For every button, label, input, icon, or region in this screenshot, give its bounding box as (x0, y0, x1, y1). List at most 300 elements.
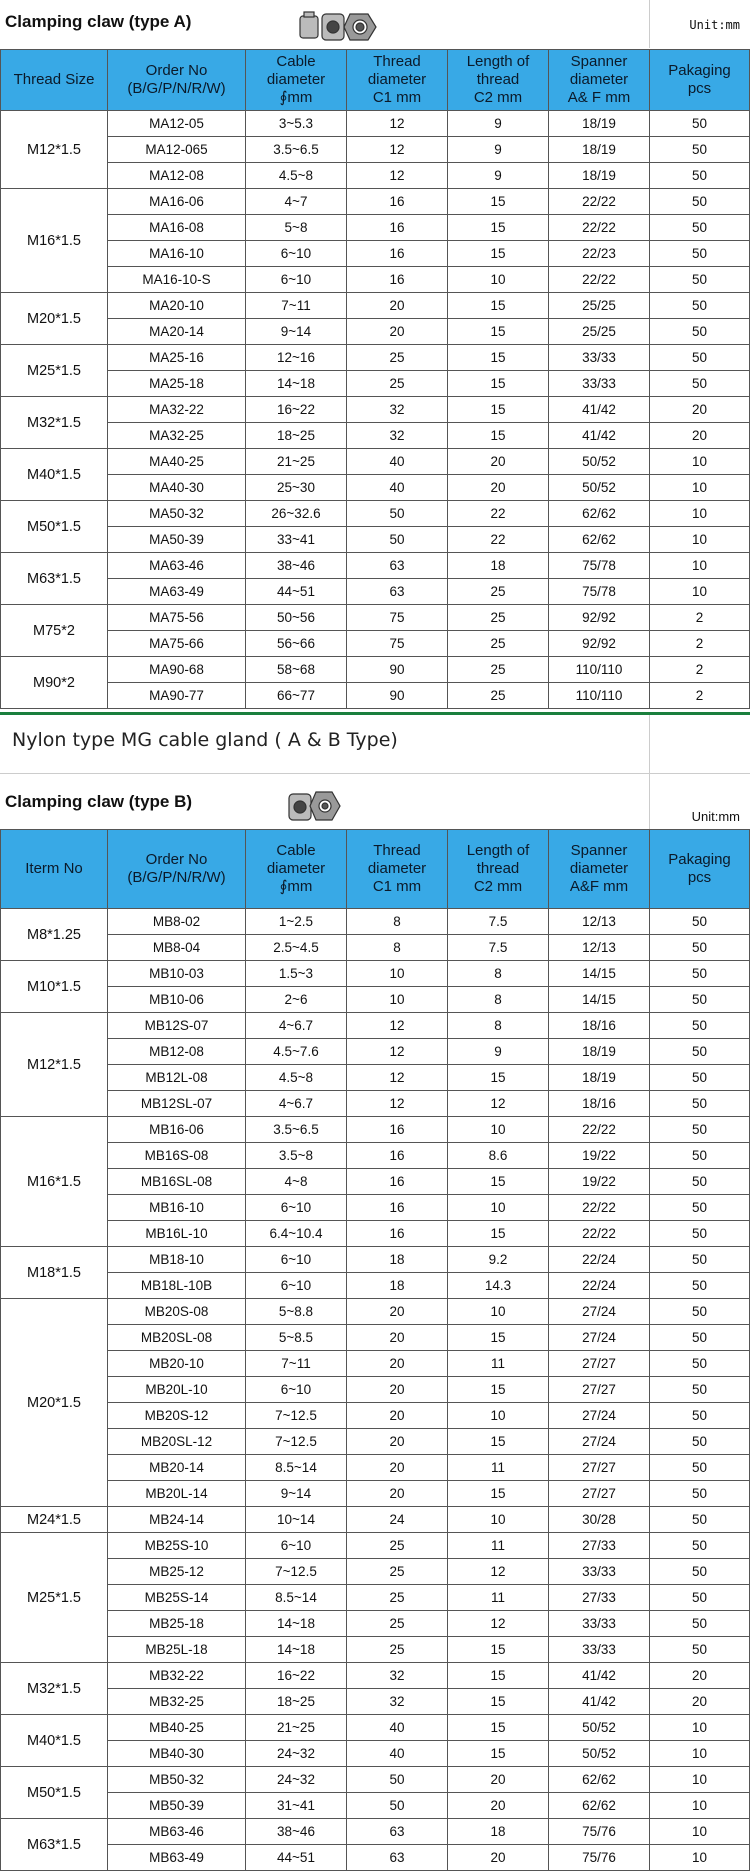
header-line: C2 mm (473, 89, 523, 106)
cable-diameter-cell: 1~2.5 (246, 909, 347, 935)
packaging-cell: 50 (650, 1169, 750, 1195)
table-row (1, 579, 750, 605)
cable-diameter-cell: 44~51 (246, 579, 347, 605)
header-spanner-diameter (549, 830, 650, 909)
packaging-cell: 10 (650, 1793, 750, 1819)
packaging-cell: 50 (650, 1325, 750, 1351)
thread-diameter-cell: 25 (347, 345, 448, 371)
order-no-cell: MB50-32 (108, 1767, 246, 1793)
thread-diameter-cell: 20 (347, 1403, 448, 1429)
cable-diameter-cell: 7~11 (246, 1351, 347, 1377)
spanner-diameter-cell: 27/27 (549, 1377, 650, 1403)
packaging-cell: 10 (650, 527, 750, 553)
spanner-diameter-cell: 30/28 (549, 1507, 650, 1533)
packaging-cell: 10 (650, 449, 750, 475)
thread-length-cell: 10 (448, 1507, 549, 1533)
table-row (1, 1143, 750, 1169)
thread-length-cell: 7.5 (448, 935, 549, 961)
thread-length-cell: 14.3 (448, 1273, 549, 1299)
order-no-cell: MA12-065 (108, 137, 246, 163)
table-row (1, 1403, 750, 1429)
header-thread-size (1, 50, 108, 111)
packaging-cell: 50 (650, 111, 750, 137)
thread-length-cell: 10 (448, 267, 549, 293)
spanner-diameter-cell: 33/33 (549, 1611, 650, 1637)
spanner-diameter-cell: 22/22 (549, 1195, 650, 1221)
spanner-diameter-cell: 27/27 (549, 1351, 650, 1377)
thread-diameter-cell: 16 (347, 1195, 448, 1221)
table-row (1, 1169, 750, 1195)
cable-diameter-cell: 6~10 (246, 1533, 347, 1559)
table-row (1, 1533, 750, 1559)
thread-length-cell: 15 (448, 1481, 549, 1507)
thread-size-cell: M63*1.5 (1, 553, 108, 605)
thread-size-cell: M16*1.5 (1, 1117, 108, 1247)
table-row (1, 1351, 750, 1377)
table-row (1, 1767, 750, 1793)
spanner-diameter-cell: 25/25 (549, 293, 650, 319)
table-row (1, 1741, 750, 1767)
thread-diameter-cell: 90 (347, 657, 448, 683)
order-no-cell: MB24-14 (108, 1507, 246, 1533)
order-no-cell: MA40-30 (108, 475, 246, 501)
packaging-cell: 50 (650, 1507, 750, 1533)
table-row (1, 1039, 750, 1065)
cable-diameter-cell: 5~8 (246, 215, 347, 241)
spanner-diameter-cell: 110/110 (549, 683, 650, 709)
thread-length-cell: 15 (448, 1065, 549, 1091)
header-line: Pakaging (668, 851, 731, 868)
table-row (1, 501, 750, 527)
packaging-cell: 50 (650, 1533, 750, 1559)
spanner-diameter-cell: 18/19 (549, 1039, 650, 1065)
thread-diameter-cell: 32 (347, 423, 448, 449)
thread-length-cell: 12 (448, 1091, 549, 1117)
packaging-cell: 20 (650, 397, 750, 423)
spanner-diameter-cell: 41/42 (549, 1689, 650, 1715)
thread-length-cell: 11 (448, 1533, 549, 1559)
table-row (1, 1377, 750, 1403)
cable-diameter-cell: 6~10 (246, 1195, 347, 1221)
spanner-diameter-cell: 19/22 (549, 1169, 650, 1195)
spanner-diameter-cell: 22/24 (549, 1273, 650, 1299)
header-line: thread (476, 860, 520, 877)
spanner-diameter-cell: 22/22 (549, 1117, 650, 1143)
thread-diameter-cell: 10 (347, 987, 448, 1013)
header-packaging (650, 830, 750, 909)
thread-length-cell: 20 (448, 475, 549, 501)
thread-size-cell: M63*1.5 (1, 1819, 108, 1871)
cable-diameter-cell: 8.5~14 (246, 1455, 347, 1481)
thread-diameter-cell: 10 (347, 961, 448, 987)
cable-diameter-cell: 6.4~10.4 (246, 1221, 347, 1247)
packaging-cell: 50 (650, 215, 750, 241)
spanner-diameter-cell: 41/42 (549, 1663, 650, 1689)
thread-length-cell: 15 (448, 215, 549, 241)
spanner-diameter-cell: 14/15 (549, 987, 650, 1013)
thread-diameter-cell: 25 (347, 1585, 448, 1611)
thread-length-cell: 22 (448, 501, 549, 527)
table-row (1, 527, 750, 553)
table-row (1, 1299, 750, 1325)
spanner-diameter-cell: 27/24 (549, 1299, 650, 1325)
table-row (1, 475, 750, 501)
thread-length-cell: 22 (448, 527, 549, 553)
thread-diameter-cell: 63 (347, 579, 448, 605)
spec-table-b (0, 829, 750, 1871)
header-line: (B/G/P/N/R/W) (127, 869, 226, 886)
thread-size-cell: M12*1.5 (1, 1013, 108, 1117)
header-line: Cable (276, 842, 316, 859)
order-no-cell: MB50-39 (108, 1793, 246, 1819)
thread-diameter-cell: 12 (347, 1091, 448, 1117)
table-row (1, 1611, 750, 1637)
cable-diameter-cell: 5~8.5 (246, 1325, 347, 1351)
spanner-diameter-cell: 62/62 (549, 1793, 650, 1819)
spanner-diameter-cell: 18/16 (549, 1091, 650, 1117)
cable-diameter-cell: 3.5~6.5 (246, 1117, 347, 1143)
thread-diameter-cell: 18 (347, 1247, 448, 1273)
order-no-cell: MB12S-07 (108, 1013, 246, 1039)
thread-diameter-cell: 20 (347, 1351, 448, 1377)
thread-size-cell: M16*1.5 (1, 189, 108, 293)
table-row (1, 1221, 750, 1247)
thread-length-cell: 10 (448, 1195, 549, 1221)
cable-diameter-cell: 16~22 (246, 397, 347, 423)
thread-length-cell: 8 (448, 987, 549, 1013)
table-row (1, 1585, 750, 1611)
spanner-diameter-cell: 50/52 (549, 475, 650, 501)
table-row (1, 1715, 750, 1741)
packaging-cell: 50 (650, 1117, 750, 1143)
table-row (1, 215, 750, 241)
thread-length-cell: 18 (448, 553, 549, 579)
thread-diameter-cell: 32 (347, 1663, 448, 1689)
header-line: Length of (466, 53, 530, 70)
spec-table-a (0, 49, 750, 709)
cable-diameter-cell: 4~6.7 (246, 1091, 347, 1117)
packaging-cell: 10 (650, 579, 750, 605)
table-row (1, 241, 750, 267)
spanner-diameter-cell: 92/92 (549, 605, 650, 631)
cable-diameter-cell: 21~25 (246, 449, 347, 475)
thread-diameter-cell: 20 (347, 1481, 448, 1507)
thread-diameter-cell: 90 (347, 683, 448, 709)
thread-size-cell: M75*2 (1, 605, 108, 657)
thread-diameter-cell: 20 (347, 1429, 448, 1455)
thread-diameter-cell: 16 (347, 1143, 448, 1169)
packaging-cell: 50 (650, 371, 750, 397)
packaging-cell: 50 (650, 1143, 750, 1169)
table-row (1, 987, 750, 1013)
thread-size-cell: M20*1.5 (1, 1299, 108, 1507)
thread-diameter-cell: 16 (347, 215, 448, 241)
spanner-diameter-cell: 18/19 (549, 1065, 650, 1091)
packaging-cell: 50 (650, 1247, 750, 1273)
order-no-cell: MB10-03 (108, 961, 246, 987)
packaging-cell: 20 (650, 1663, 750, 1689)
thread-diameter-cell: 20 (347, 1377, 448, 1403)
order-no-cell: MB20SL-08 (108, 1325, 246, 1351)
table-row (1, 345, 750, 371)
cable-diameter-cell: 14~18 (246, 1611, 347, 1637)
packaging-cell: 50 (650, 137, 750, 163)
header-line: diameter (367, 71, 427, 88)
spanner-diameter-cell: 62/62 (549, 501, 650, 527)
packaging-cell: 50 (650, 1585, 750, 1611)
order-no-cell: MB25S-10 (108, 1533, 246, 1559)
thread-size-cell: M25*1.5 (1, 345, 108, 397)
thread-diameter-cell: 8 (347, 909, 448, 935)
header-line: Pakaging (668, 62, 731, 79)
table-row (1, 1195, 750, 1221)
order-no-cell: MB63-46 (108, 1819, 246, 1845)
spanner-diameter-cell: 12/13 (549, 909, 650, 935)
spanner-diameter-cell: 75/78 (549, 553, 650, 579)
order-no-cell: MB8-04 (108, 935, 246, 961)
cable-diameter-cell: 7~11 (246, 293, 347, 319)
cable-diameter-cell: 44~51 (246, 1845, 347, 1871)
thread-diameter-cell: 63 (347, 553, 448, 579)
thread-length-cell: 15 (448, 1377, 549, 1403)
cable-diameter-cell: 12~16 (246, 345, 347, 371)
packaging-cell: 50 (650, 1429, 750, 1455)
spanner-diameter-cell: 25/25 (549, 319, 650, 345)
unit-label: Unit:mm (689, 18, 740, 32)
cable-diameter-cell: 1.5~3 (246, 961, 347, 987)
cable-diameter-cell: 33~41 (246, 527, 347, 553)
packaging-cell: 50 (650, 1559, 750, 1585)
header-line: C1 mm (372, 89, 422, 106)
cable-diameter-cell: 31~41 (246, 1793, 347, 1819)
table-row (1, 1845, 750, 1871)
cable-diameter-cell: 3.5~6.5 (246, 137, 347, 163)
thread-length-cell: 10 (448, 1403, 549, 1429)
thread-diameter-cell: 25 (347, 1559, 448, 1585)
thread-length-cell: 15 (448, 371, 549, 397)
order-no-cell: MA50-39 (108, 527, 246, 553)
spanner-diameter-cell: 19/22 (549, 1143, 650, 1169)
header-order-no (108, 830, 246, 909)
header-line: A&F mm (569, 878, 629, 895)
cable-diameter-cell: 16~22 (246, 1663, 347, 1689)
thread-length-cell: 15 (448, 293, 549, 319)
order-no-cell: MB63-49 (108, 1845, 246, 1871)
packaging-cell: 50 (650, 1195, 750, 1221)
cable-diameter-cell: 3.5~8 (246, 1143, 347, 1169)
packaging-cell: 2 (650, 683, 750, 709)
spanner-diameter-cell: 27/27 (549, 1455, 650, 1481)
thread-diameter-cell: 12 (347, 111, 448, 137)
cable-diameter-cell: 50~56 (246, 605, 347, 631)
spanner-diameter-cell: 75/76 (549, 1819, 650, 1845)
cable-diameter-cell: 7~12.5 (246, 1559, 347, 1585)
spanner-diameter-cell: 62/62 (549, 527, 650, 553)
table-row (1, 397, 750, 423)
thread-length-cell: 9 (448, 1039, 549, 1065)
thread-size-cell: M20*1.5 (1, 293, 108, 345)
table-row (1, 1559, 750, 1585)
table-row (1, 553, 750, 579)
order-no-cell: MA16-10 (108, 241, 246, 267)
packaging-cell: 50 (650, 961, 750, 987)
spanner-diameter-cell: 22/22 (549, 215, 650, 241)
header-line: Thread (373, 53, 421, 70)
thread-length-cell: 9.2 (448, 1247, 549, 1273)
table-row (1, 1117, 750, 1143)
spanner-diameter-cell: 27/24 (549, 1325, 650, 1351)
order-no-cell: MB16-06 (108, 1117, 246, 1143)
thread-diameter-cell: 8 (347, 935, 448, 961)
packaging-cell: 10 (650, 553, 750, 579)
spanner-diameter-cell: 110/110 (549, 657, 650, 683)
thread-size-cell: M8*1.25 (1, 909, 108, 961)
order-no-cell: MB32-25 (108, 1689, 246, 1715)
thread-length-cell: 12 (448, 1559, 549, 1585)
cable-diameter-cell: 21~25 (246, 1715, 347, 1741)
thread-diameter-cell: 50 (347, 501, 448, 527)
thread-length-cell: 12 (448, 1611, 549, 1637)
cable-diameter-cell: 10~14 (246, 1507, 347, 1533)
thread-diameter-cell: 63 (347, 1845, 448, 1871)
packaging-cell: 50 (650, 1221, 750, 1247)
product-line-title: Nylon type MG cable gland ( A & B Type) (12, 729, 398, 751)
header-line: thread (476, 71, 520, 88)
thread-size-cell: M90*2 (1, 657, 108, 709)
table-row (1, 1689, 750, 1715)
header-line: diameter (266, 860, 326, 877)
cable-diameter-cell: 8.5~14 (246, 1585, 347, 1611)
cable-diameter-cell: 18~25 (246, 423, 347, 449)
table-row (1, 111, 750, 137)
thread-diameter-cell: 40 (347, 1715, 448, 1741)
order-no-cell: MA63-46 (108, 553, 246, 579)
table-row (1, 371, 750, 397)
packaging-cell: 50 (650, 1611, 750, 1637)
thread-diameter-cell: 50 (347, 1767, 448, 1793)
header-cable-diameter (246, 830, 347, 909)
table-row (1, 1481, 750, 1507)
thread-diameter-cell: 25 (347, 1637, 448, 1663)
order-no-cell: MB20-14 (108, 1455, 246, 1481)
header-line: Thread Size (13, 71, 95, 88)
cable-diameter-cell: 4~6.7 (246, 1013, 347, 1039)
spanner-diameter-cell: 27/24 (549, 1403, 650, 1429)
thread-diameter-cell: 40 (347, 449, 448, 475)
order-no-cell: MA16-06 (108, 189, 246, 215)
cable-diameter-cell: 7~12.5 (246, 1429, 347, 1455)
thread-diameter-cell: 20 (347, 1455, 448, 1481)
order-no-cell: MB25L-18 (108, 1637, 246, 1663)
cable-diameter-cell: 24~32 (246, 1767, 347, 1793)
thread-diameter-cell: 16 (347, 1221, 448, 1247)
thread-length-cell: 15 (448, 1663, 549, 1689)
cable-diameter-cell: 66~77 (246, 683, 347, 709)
cable-diameter-cell: 14~18 (246, 371, 347, 397)
table-row (1, 1013, 750, 1039)
packaging-cell: 50 (650, 1013, 750, 1039)
thread-length-cell: 15 (448, 1221, 549, 1247)
thread-length-cell: 15 (448, 1741, 549, 1767)
header-line: diameter (367, 860, 427, 877)
packaging-cell: 10 (650, 1741, 750, 1767)
spanner-diameter-cell: 62/62 (549, 1767, 650, 1793)
section-b-title: Clamping claw (type B) (5, 792, 193, 811)
thread-length-cell: 8 (448, 961, 549, 987)
table-row (1, 1091, 750, 1117)
packaging-cell: 50 (650, 319, 750, 345)
table-row (1, 1273, 750, 1299)
packaging-cell: 50 (650, 189, 750, 215)
spanner-diameter-cell: 33/33 (549, 1637, 650, 1663)
thread-diameter-cell: 20 (347, 293, 448, 319)
thread-length-cell: 15 (448, 345, 549, 371)
thread-diameter-cell: 12 (347, 1013, 448, 1039)
header-line: ∮mm (279, 89, 313, 106)
thread-size-cell: M24*1.5 (1, 1507, 108, 1533)
header-cable-diameter (246, 50, 347, 111)
thread-length-cell: 8 (448, 1013, 549, 1039)
packaging-cell: 10 (650, 475, 750, 501)
cable-diameter-cell: 4.5~7.6 (246, 1039, 347, 1065)
thread-diameter-cell: 12 (347, 163, 448, 189)
table-row (1, 1637, 750, 1663)
thread-size-cell: M18*1.5 (1, 1247, 108, 1299)
table-row (1, 1325, 750, 1351)
thread-diameter-cell: 75 (347, 631, 448, 657)
order-no-cell: MB20SL-12 (108, 1429, 246, 1455)
table-row (1, 935, 750, 961)
cable-diameter-cell: 6~10 (246, 1377, 347, 1403)
cable-diameter-cell: 6~10 (246, 267, 347, 293)
table-row (1, 137, 750, 163)
thread-length-cell: 15 (448, 1689, 549, 1715)
thread-diameter-cell: 12 (347, 1039, 448, 1065)
table-row (1, 657, 750, 683)
thread-diameter-cell: 25 (347, 1533, 448, 1559)
spanner-diameter-cell: 27/33 (549, 1585, 650, 1611)
table-row (1, 189, 750, 215)
thread-length-cell: 8.6 (448, 1143, 549, 1169)
header-item-no (1, 830, 108, 909)
order-no-cell: MA63-49 (108, 579, 246, 605)
thread-diameter-cell: 16 (347, 1117, 448, 1143)
thread-length-cell: 18 (448, 1819, 549, 1845)
thread-length-cell: 7.5 (448, 909, 549, 935)
table-row (1, 163, 750, 189)
cable-diameter-cell: 38~46 (246, 1819, 347, 1845)
section-a-header (0, 0, 750, 49)
packaging-cell: 50 (650, 1637, 750, 1663)
thread-length-cell: 10 (448, 1117, 549, 1143)
packaging-cell: 20 (650, 1689, 750, 1715)
table-row (1, 1455, 750, 1481)
cable-diameter-cell: 56~66 (246, 631, 347, 657)
header-line: C1 mm (372, 878, 422, 895)
header-line: Length of (466, 842, 530, 859)
packaging-cell: 50 (650, 1403, 750, 1429)
header-spanner-diameter (549, 50, 650, 111)
order-no-cell: MA16-08 (108, 215, 246, 241)
order-no-cell: MB20L-10 (108, 1377, 246, 1403)
header-line: C2 mm (473, 878, 523, 895)
spanner-diameter-cell: 27/33 (549, 1533, 650, 1559)
thread-length-cell: 25 (448, 683, 549, 709)
thread-diameter-cell: 20 (347, 319, 448, 345)
spanner-diameter-cell: 12/13 (549, 935, 650, 961)
thread-length-cell: 15 (448, 319, 549, 345)
order-no-cell: MB12L-08 (108, 1065, 246, 1091)
